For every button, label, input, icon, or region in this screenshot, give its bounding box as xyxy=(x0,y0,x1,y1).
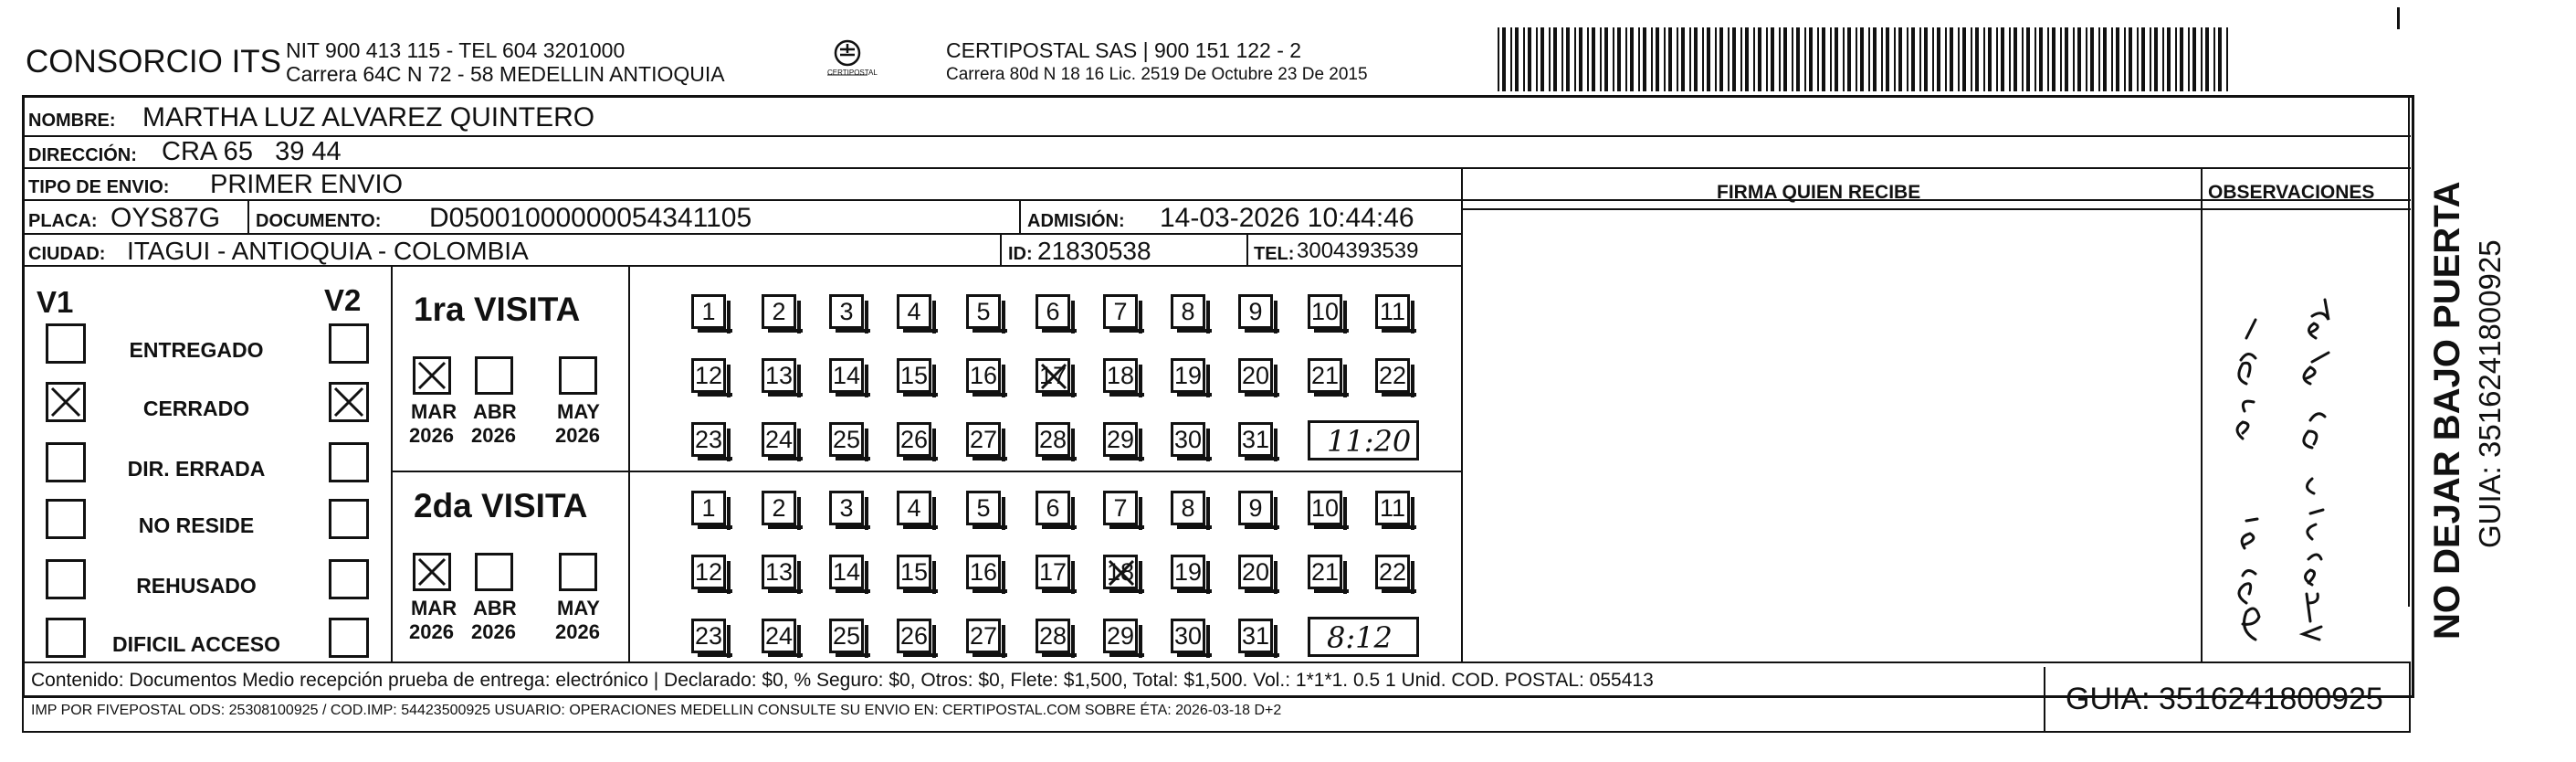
day-box[interactable]: 28 xyxy=(1036,619,1070,653)
certipostal-logo xyxy=(820,37,878,91)
row-line-5 xyxy=(22,265,1463,267)
footer-right-border xyxy=(2409,661,2411,733)
side-warning: NO DEJAR BAJO PUERTA xyxy=(2427,181,2467,640)
direccion-label: DIRECCIÓN: xyxy=(28,145,137,165)
barcode-bar xyxy=(1771,27,1774,91)
id-label: ID: xyxy=(1008,244,1033,264)
company-name: CONSORCIO ITS xyxy=(26,44,282,79)
day-box[interactable]: 28 xyxy=(1036,422,1070,457)
day-box[interactable]: 26 xyxy=(897,619,931,653)
admision-value: 14-03-2026 10:44:46 xyxy=(1160,203,1414,233)
barcode-bar xyxy=(2026,27,2030,91)
barcode-bar xyxy=(1783,27,1787,91)
month-label: ABR xyxy=(473,597,517,619)
day-box[interactable]: 20 xyxy=(1238,358,1273,393)
year-label: 2026 xyxy=(409,620,454,643)
day-box[interactable]: 18 xyxy=(1103,555,1138,589)
nombre-label: NOMBRE: xyxy=(28,111,116,131)
footer-line xyxy=(22,661,2411,663)
barcode-bar xyxy=(1728,27,1730,91)
barcode-bar xyxy=(1677,27,1678,91)
ciudad-value: ITAGUI - ANTIOQUIA - COLOMBIA xyxy=(127,237,529,265)
barcode-bar xyxy=(1937,27,1940,91)
barcode-bar xyxy=(2098,27,2100,91)
month-checkbox[interactable] xyxy=(559,356,597,395)
v2-checkbox[interactable] xyxy=(329,323,369,364)
day-box[interactable]: 1 xyxy=(691,491,726,525)
barcode-bar xyxy=(1907,27,1908,91)
barcode-bar xyxy=(2073,27,2075,91)
day-box[interactable]: 11 xyxy=(1375,294,1410,329)
day-box[interactable]: 11 xyxy=(1375,491,1410,525)
day-box[interactable]: 10 xyxy=(1308,294,1342,329)
year-label: 2026 xyxy=(555,424,600,447)
barcode-bar xyxy=(1689,27,1691,91)
barcode-bar xyxy=(1600,27,1602,91)
day-box[interactable]: 14 xyxy=(829,555,864,589)
month-checkbox[interactable] xyxy=(475,356,513,395)
certipostal-logo-icon xyxy=(820,37,875,91)
day-box[interactable]: 22 xyxy=(1375,358,1410,393)
check-x-mark xyxy=(415,556,448,588)
status-option-label: DIFICIL ACCESO xyxy=(111,632,280,656)
day-box[interactable]: 10 xyxy=(1308,491,1342,525)
year-label: 2026 xyxy=(471,424,516,447)
barcode-bar xyxy=(1702,27,1704,91)
month-checkbox[interactable] xyxy=(413,356,451,395)
placa-label: PLACA: xyxy=(28,211,98,231)
day-box[interactable]: 9 xyxy=(1238,491,1273,525)
month-label: MAR xyxy=(411,597,457,619)
barcode-bar xyxy=(1643,27,1646,91)
day-box[interactable]: 21 xyxy=(1308,358,1342,393)
documento-label: DOCUMENTO: xyxy=(256,211,382,231)
day-box[interactable]: 6 xyxy=(1036,491,1070,525)
v2-checkbox[interactable] xyxy=(329,382,369,422)
footer-bottom-line xyxy=(22,731,2411,733)
time-box xyxy=(1308,617,1419,657)
barcode-bar xyxy=(1510,27,1512,91)
observaciones-header: OBSERVACIONES xyxy=(2208,182,2375,203)
barcode-bar xyxy=(1579,27,1582,91)
barcode-bar xyxy=(1745,27,1749,91)
month-checkbox[interactable] xyxy=(413,553,451,591)
side-text xyxy=(2411,101,2575,649)
barcode-bar xyxy=(2052,27,2056,91)
firma-left-border xyxy=(1461,167,1463,661)
day-box[interactable]: 2 xyxy=(762,491,796,525)
footer-guia-box xyxy=(2044,667,2413,731)
barcode-bar xyxy=(1561,27,1563,91)
barcode-bar xyxy=(1873,27,1877,91)
month-label: MAY xyxy=(557,597,600,619)
barcode-bar xyxy=(1856,27,1857,91)
barcode-bar xyxy=(1566,27,1570,91)
observaciones-left-border xyxy=(2201,167,2203,661)
tipo-label: TIPO DE ENVIO: xyxy=(28,177,170,197)
v1-label: V1 xyxy=(37,285,74,319)
id-value: 21830538 xyxy=(1037,237,1151,265)
time-box xyxy=(1308,420,1419,460)
barcode-bar xyxy=(1587,27,1589,91)
check-x-mark xyxy=(1038,361,1069,392)
visit-title: 1ra VISITA xyxy=(414,291,581,328)
barcode-bar xyxy=(1664,27,1666,91)
nombre-value: MARTHA LUZ ALVAREZ QUINTERO xyxy=(142,102,595,132)
visit-divider xyxy=(628,265,630,661)
barcode-bar xyxy=(2022,27,2024,91)
tel-divider xyxy=(1246,233,1248,265)
day-box[interactable]: 29 xyxy=(1103,619,1138,653)
footer-left-border xyxy=(22,661,24,733)
barcode-bar xyxy=(2167,27,2171,91)
day-box[interactable]: 30 xyxy=(1171,422,1205,457)
barcode-bar xyxy=(2111,27,2113,91)
barcode-bar xyxy=(1919,27,1921,91)
day-box[interactable]: 19 xyxy=(1171,555,1205,589)
admision-divider xyxy=(1019,199,1021,233)
barcode-bar xyxy=(1924,27,1928,91)
barcode-bar xyxy=(1988,27,1992,91)
barcode-bar xyxy=(1843,27,1845,91)
month-label: ABR xyxy=(473,400,517,423)
placa-divider xyxy=(247,199,249,233)
barcode-bar xyxy=(1932,27,1934,91)
status-option-label: DIR. ERRADA xyxy=(127,457,266,481)
barcode-bar xyxy=(1809,27,1813,91)
barcode-bar xyxy=(1830,27,1832,91)
barcode-bar xyxy=(1958,27,1960,91)
barcode-bar xyxy=(1502,27,1506,91)
footer-guia: GUIA: 3516241800925 xyxy=(2066,682,2383,716)
barcode-bar xyxy=(1894,27,1896,91)
month-label: MAR xyxy=(411,400,457,423)
day-box[interactable]: 27 xyxy=(966,422,1001,457)
barcode-bar xyxy=(1656,27,1659,91)
barcode-bar xyxy=(2039,27,2043,91)
barcode-bar xyxy=(1651,27,1653,91)
time-handwritten: 11:20 xyxy=(1327,424,1412,459)
barcode-bar xyxy=(2150,27,2151,91)
day-box[interactable]: 14 xyxy=(829,358,864,393)
frame-right-inner xyxy=(2408,95,2410,607)
barcode-bar xyxy=(1668,27,1672,91)
barcode-bar xyxy=(2001,27,2004,91)
barcode-bar xyxy=(1881,27,1883,91)
barcode-bar xyxy=(1753,27,1755,91)
placa-value: OYS87G xyxy=(110,203,221,233)
barcode-bar xyxy=(2205,27,2209,91)
barcode-bar xyxy=(1719,27,1723,91)
day-box[interactable]: 18 xyxy=(1103,358,1138,393)
day-box[interactable]: 7 xyxy=(1103,491,1138,525)
day-box[interactable]: 23 xyxy=(691,619,726,653)
barcode-bar xyxy=(1498,27,1499,91)
barcode-bar xyxy=(1732,27,1736,91)
day-box[interactable]: 22 xyxy=(1375,555,1410,589)
barcode-bar xyxy=(2162,27,2164,91)
month-checkbox[interactable] xyxy=(559,553,597,591)
v2-checkbox[interactable] xyxy=(329,559,369,599)
day-box[interactable]: 31 xyxy=(1238,619,1273,653)
day-box[interactable]: 3 xyxy=(829,491,864,525)
time-handwritten: 8:12 xyxy=(1327,620,1393,655)
barcode-bar xyxy=(1681,27,1685,91)
barcode-bar xyxy=(2065,27,2068,91)
row-line-1 xyxy=(22,135,2411,137)
barcode-bar xyxy=(1625,27,1627,91)
day-box[interactable]: 7 xyxy=(1103,294,1138,329)
barcode-bar xyxy=(1804,27,1806,91)
barcode-bar xyxy=(1592,27,1595,91)
barcode-bar xyxy=(2175,27,2177,91)
day-box[interactable]: 8 xyxy=(1171,491,1205,525)
barcode-bar xyxy=(1574,27,1576,91)
day-box[interactable]: 16 xyxy=(966,358,1001,393)
barcode-bar xyxy=(1553,27,1557,91)
barcode-bar xyxy=(2103,27,2107,91)
barcode-bar xyxy=(2192,27,2196,91)
check-x-mark xyxy=(331,385,366,419)
barcode-bar xyxy=(1715,27,1717,91)
barcode-bar xyxy=(1860,27,1864,91)
status-option-label: ENTREGADO xyxy=(129,338,264,362)
day-box[interactable]: 9 xyxy=(1238,294,1273,329)
day-box[interactable]: 17 xyxy=(1036,358,1070,393)
direccion-value: CRA 65 39 44 xyxy=(162,137,342,166)
handwriting-mark xyxy=(2210,274,2392,649)
company-info-line-2: Carrera 64C N 72 - 58 MEDELLIN ANTIOQUIA xyxy=(286,62,725,86)
barcode-bar xyxy=(2154,27,2158,91)
barcode-bar xyxy=(2013,27,2017,91)
barcode-bar xyxy=(1975,27,1979,91)
v2-checkbox[interactable] xyxy=(329,442,369,482)
barcode-bar xyxy=(1613,27,1614,91)
year-label: 2026 xyxy=(409,424,454,447)
day-box[interactable]: 21 xyxy=(1308,555,1342,589)
barcode-bar xyxy=(2116,27,2119,91)
v2-checkbox[interactable] xyxy=(329,618,369,658)
barcode-bar xyxy=(1796,27,1800,91)
barcode-bar xyxy=(2201,27,2203,91)
barcode-bar xyxy=(1971,27,1972,91)
day-box[interactable]: 4 xyxy=(897,491,931,525)
barcode-bar xyxy=(1898,27,1902,91)
barcode-bar xyxy=(1847,27,1851,91)
certi-line-1: CERTIPOSTAL SAS | 900 151 122 - 2 xyxy=(946,38,1302,62)
barcode-bar xyxy=(2060,27,2062,91)
v2-checkbox[interactable] xyxy=(329,499,369,539)
footer-line-2: IMP POR FIVEPOSTAL ODS: 25308100925 / COD.IMP: 54423500925 USUARIO: OPERACIONES MEDELLIN CONSULTE SU ENVIO EN: CERTIPOSTAL.COM SOBRE ÉTA: 2026-03-18 D+2 xyxy=(31,703,1282,718)
day-box[interactable]: 29 xyxy=(1103,422,1138,457)
admision-label: ADMISIÓN: xyxy=(1027,211,1125,231)
day-box[interactable]: 13 xyxy=(762,358,796,393)
side-guia: GUIA: 3516241800925 xyxy=(2473,239,2507,548)
barcode-bar xyxy=(2090,27,2094,91)
firma-header: FIRMA QUIEN RECIBE xyxy=(1717,182,1921,203)
footer-line-1: Contenido: Documentos Medio recepción prueba de entrega: electrónico | Declarado: $0, % Seguro: $0, Otros: $0, Flete: $1,500, Total: $1,500. Vol.: 1*1*1. 0.5 1 Unid. COD. POSTAL: 055413 xyxy=(31,670,1654,691)
logo-text: CERTIPOSTAL xyxy=(827,69,878,77)
barcode-bar xyxy=(1962,27,1966,91)
barcode-bar xyxy=(2129,27,2132,91)
day-box[interactable]: 4 xyxy=(897,294,931,329)
day-box[interactable]: 31 xyxy=(1238,422,1273,457)
company-info-line-1: NIT 900 413 115 - TEL 604 3201000 xyxy=(286,38,626,62)
barcode-bar xyxy=(1638,27,1640,91)
day-box[interactable]: 13 xyxy=(762,555,796,589)
barcode-bar xyxy=(1740,27,1742,91)
barcode-bar xyxy=(1950,27,1953,91)
barcode-bar xyxy=(2035,27,2036,91)
tel-label: TEL: xyxy=(1254,244,1295,264)
barcode-bar xyxy=(2137,27,2139,91)
barcode-bar xyxy=(1515,27,1519,91)
barcode-bar xyxy=(1945,27,1947,91)
ciudad-label: CIUDAD: xyxy=(28,244,106,264)
day-box[interactable]: 15 xyxy=(897,358,931,393)
day-box[interactable]: 3 xyxy=(829,294,864,329)
barcode-bar xyxy=(2180,27,2183,91)
barcode-bar xyxy=(2009,27,2011,91)
barcode-bar xyxy=(1766,27,1768,91)
v2-label: V2 xyxy=(324,283,362,317)
check-x-mark xyxy=(415,359,448,392)
barcode-bar xyxy=(2086,27,2087,91)
day-box[interactable]: 24 xyxy=(762,422,796,457)
day-box[interactable]: 5 xyxy=(966,294,1001,329)
status-option-label: CERRADO xyxy=(142,397,250,420)
day-box[interactable]: 27 xyxy=(966,619,1001,653)
barcode-bar xyxy=(1536,27,1538,91)
year-label: 2026 xyxy=(471,620,516,643)
barcode-bar xyxy=(1996,27,1998,91)
barcode-bar xyxy=(1779,27,1781,91)
status-option-label: NO RESIDE xyxy=(138,513,255,537)
barcode-bar xyxy=(1835,27,1838,91)
day-box[interactable]: 1 xyxy=(691,294,726,329)
day-box[interactable]: 6 xyxy=(1036,294,1070,329)
observaciones-handwriting xyxy=(2210,274,2392,649)
barcode-bar xyxy=(1617,27,1621,91)
barcode-bar xyxy=(1983,27,1985,91)
row-line-2 xyxy=(22,167,2411,169)
certi-line-2: Carrera 80d N 18 16 Lic. 2519 De Octubre 23 De 2015 xyxy=(946,65,1368,84)
day-box[interactable]: 26 xyxy=(897,422,931,457)
barcode-bar xyxy=(2124,27,2126,91)
barcode-bar xyxy=(2141,27,2145,91)
barcode-bar xyxy=(1540,27,1544,91)
day-box[interactable]: 23 xyxy=(691,422,726,457)
barcode-bar xyxy=(1523,27,1525,91)
check-x-mark xyxy=(1106,557,1137,588)
barcode-bar xyxy=(1528,27,1531,91)
tipo-value: PRIMER ENVIO xyxy=(210,170,404,199)
year-label: 2026 xyxy=(555,620,600,643)
barcode-bar xyxy=(1549,27,1551,91)
id-divider xyxy=(1000,233,1002,265)
barcode-bar xyxy=(2188,27,2190,91)
barcode-bar xyxy=(1911,27,1915,91)
tel-value: 3004393539 xyxy=(1297,238,1419,263)
day-box[interactable]: 2 xyxy=(762,294,796,329)
month-checkbox[interactable] xyxy=(475,553,513,591)
day-box[interactable]: 20 xyxy=(1238,555,1273,589)
status-option-label: REHUSADO xyxy=(136,574,257,598)
day-box[interactable]: 30 xyxy=(1171,619,1205,653)
day-box[interactable]: 5 xyxy=(966,491,1001,525)
visit-title: 2da VISITA xyxy=(414,487,588,524)
month-label: MAY xyxy=(557,400,600,423)
day-box[interactable]: 17 xyxy=(1036,555,1070,589)
barcode-bar xyxy=(2047,27,2049,91)
barcode-bar xyxy=(2218,27,2222,91)
day-box[interactable]: 8 xyxy=(1171,294,1205,329)
barcode-bar xyxy=(1817,27,1819,91)
row-line-3 xyxy=(22,199,2411,201)
barcode-bar xyxy=(1694,27,1698,91)
barcode-bar xyxy=(1822,27,1825,91)
barcode xyxy=(1498,27,2228,91)
barcode-bar xyxy=(2226,27,2228,91)
barcode-bar xyxy=(1886,27,1889,91)
barcode-bar xyxy=(2213,27,2215,91)
documento-value: D05001000000054341105 xyxy=(429,203,752,233)
day-box[interactable]: 25 xyxy=(829,619,864,653)
barcode-bar xyxy=(1792,27,1793,91)
barcode-bar xyxy=(1868,27,1870,91)
barcode-bar xyxy=(2077,27,2081,91)
day-box[interactable]: 24 xyxy=(762,619,796,653)
barcode-bar xyxy=(1707,27,1710,91)
corner-mark xyxy=(2397,7,2400,29)
day-box[interactable]: 19 xyxy=(1171,358,1205,393)
visit-split-line xyxy=(391,471,1461,472)
day-box[interactable]: 12 xyxy=(691,358,726,393)
firma-header-line xyxy=(1463,208,2411,210)
barcode-bar xyxy=(1758,27,1761,91)
day-box[interactable]: 12 xyxy=(691,555,726,589)
day-box[interactable]: 25 xyxy=(829,422,864,457)
barcode-bar xyxy=(1604,27,1608,91)
day-box[interactable]: 15 xyxy=(897,555,931,589)
barcode-bar xyxy=(1630,27,1634,91)
day-box[interactable]: 16 xyxy=(966,555,1001,589)
